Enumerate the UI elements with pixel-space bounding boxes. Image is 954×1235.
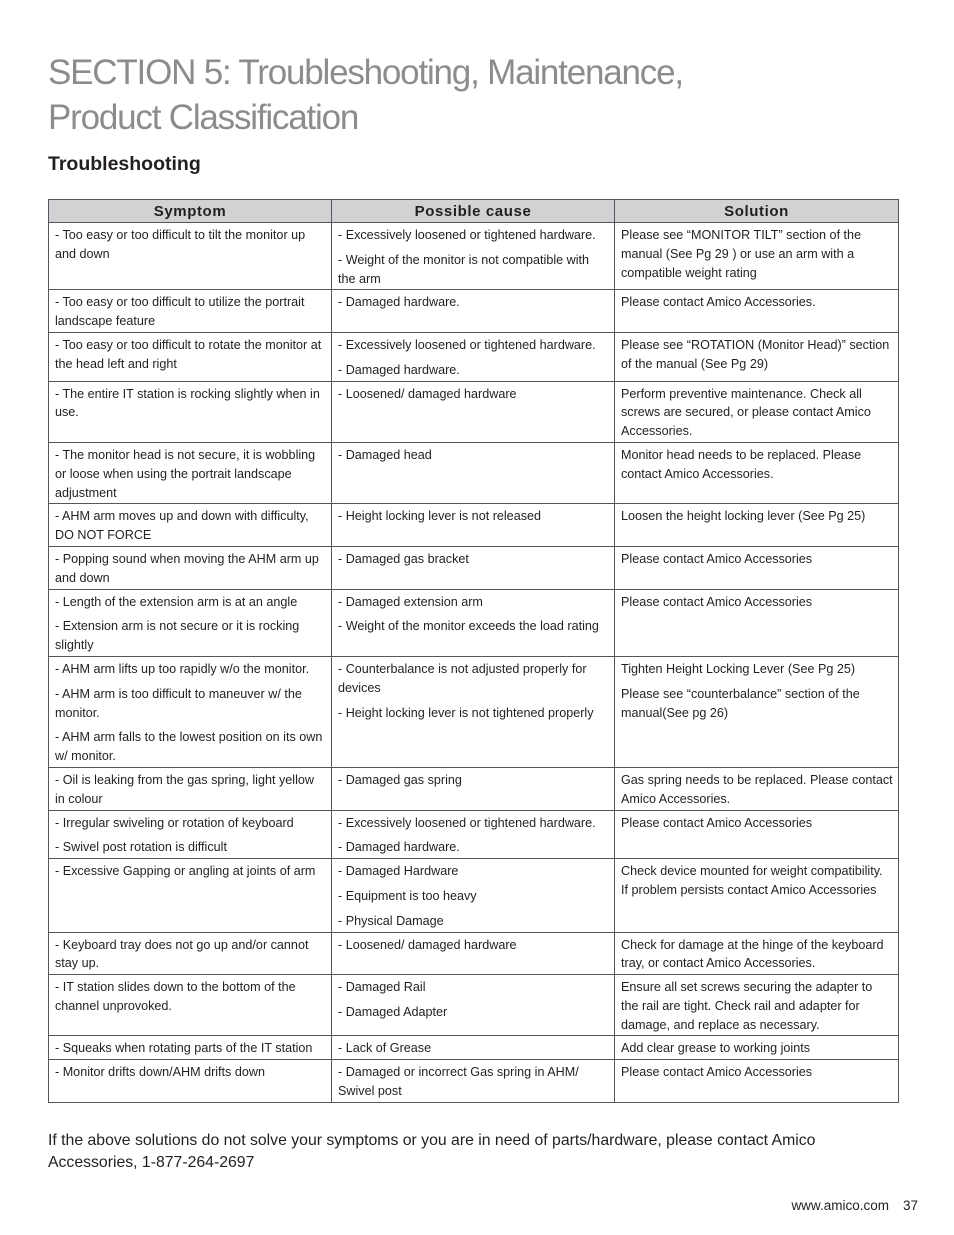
section-title [48,50,908,140]
symptom-cell-text: - The entire IT station is rocking slightly when in use. [55,386,320,420]
symptom-cell [49,932,332,975]
table-row [49,810,899,859]
solution-cell [615,332,899,381]
table-row [49,1036,899,1060]
table-row [49,589,899,656]
symptom-cell [49,381,332,442]
cause-cell [332,290,615,333]
table-body [49,223,899,1103]
cause-cell [332,859,615,932]
troubleshooting-heading: Troubleshooting [48,153,201,175]
section-title-line-1: SECTION 5: Troubleshooting, Maintenance, [48,53,683,92]
table-row [49,223,899,290]
table-row [49,1060,899,1103]
symptom-cell [49,1060,332,1103]
solution-cell [615,932,899,975]
symptom-cell [49,767,332,810]
symptom-cell [49,290,332,333]
header-symptom: Symptom [49,200,332,223]
solution-cell [615,546,899,589]
table-row [49,859,899,932]
cause-cell-text: - Excessively loosened or tightened hardware. [338,337,596,352]
solution-cell-text: Please contact Amico Accessories [621,1065,813,1080]
symptom-cell-text: - Swivel post rotation is difficult [55,840,227,855]
symptom-cell [49,810,332,859]
solution-cell [615,656,899,767]
table-row [49,767,899,810]
header-solution: Solution [615,200,899,223]
table-row [49,381,899,442]
cause-cell-text: - Damaged extension arm [338,594,483,609]
cause-cell-text: - Damaged hardware. [338,295,460,310]
solution-cell-text: Tighten Height Locking Lever (See Pg 25) [621,661,856,676]
solution-cell-text: Please see “ROTATION (Monitor Head)” section of the manual (See Pg 29) [621,337,890,371]
solution-cell-text: Please contact Amico Accessories. [621,295,816,310]
solution-cell [615,223,899,290]
section-title-line-2: Product Classification [48,98,359,137]
cause-cell-text: - Counterbalance is not adjusted properly for devices [338,661,587,695]
symptom-cell [49,504,332,547]
table-row [49,546,899,589]
symptom-cell-text: - Excessive Gapping or angling at joints of arm [55,864,316,879]
solution-cell-text: Perform preventive maintenance. Check all screws are secured, or please contact Amico Accessories. [621,386,871,439]
cause-cell-text: - Excessively loosened or tightened hardware. [338,815,596,830]
solution-cell [615,381,899,442]
symptom-cell [49,589,332,656]
cause-cell-text: - Height locking lever is not released [338,509,542,524]
cause-cell-text: - Damaged or incorrect Gas spring in AHM/ Swivel post [338,1065,579,1099]
cause-cell [332,656,615,767]
cause-cell-text: - Weight of the monitor exceeds the load rating [338,619,599,634]
cause-cell [332,223,615,290]
symptom-cell-text: - Oil is leaking from the gas spring, light yellow in colour [55,772,314,806]
solution-cell [615,589,899,656]
cause-cell-text: - Damaged Hardware [338,864,459,879]
symptom-cell-text: - Extension arm is not secure or it is rocking slightly [55,619,300,653]
troubleshooting-table [48,199,899,1103]
cause-cell-text: - Equipment is too heavy [338,888,477,903]
solution-cell-text: Please contact Amico Accessories [621,551,813,566]
symptom-cell [49,223,332,290]
solution-cell [615,859,899,932]
symptom-cell-text: - Length of the extension arm is at an angle [55,594,298,609]
symptom-cell-text: - Monitor drifts down/AHM drifts down [55,1065,265,1080]
solution-cell [615,1060,899,1103]
symptom-cell-text: - AHM arm is too difficult to maneuver w/ the monitor. [55,686,302,720]
header-possible-cause: Possible cause [332,200,615,223]
table-row [49,332,899,381]
page-footer [791,1198,918,1213]
cause-cell-text: - Damaged head [338,447,432,462]
solution-cell [615,504,899,547]
symptom-cell-text: - Too easy or too difficult to rotate the monitor at the head left and right [55,337,322,371]
solution-cell [615,1036,899,1060]
solution-cell [615,975,899,1036]
cause-cell [332,381,615,442]
symptom-cell-text: - Popping sound when moving the AHM arm up and down [55,551,319,585]
symptom-cell-text: - AHM arm lifts up too rapidly w/o the monitor. [55,661,310,676]
solution-cell-text: Please see “MONITOR TILT” section of the manual (See Pg 29 ) or use an arm with a compatible weight rating [621,228,862,280]
cause-cell-text: - Damaged Adapter [338,1004,448,1019]
symptom-cell-text: - Squeaks when rotating parts of the IT station [55,1041,313,1056]
symptom-cell-text: - Too easy or too difficult to utilize the portrait landscape feature [55,295,305,329]
symptom-cell [49,975,332,1036]
cause-cell-text: - Damaged Rail [338,980,426,995]
solution-cell-text: Gas spring needs to be replaced. Please contact Amico Accessories. [621,772,893,806]
table-header-row [49,200,899,223]
cause-cell-text: - Damaged hardware. [338,362,460,377]
solution-cell-text: Please contact Amico Accessories [621,815,813,830]
cause-cell [332,504,615,547]
cause-cell [332,810,615,859]
cause-cell-text: - Excessively loosened or tightened hardware. [338,228,596,242]
solution-cell-text: Add clear grease to working joints [621,1041,811,1056]
solution-cell [615,810,899,859]
table-row [49,442,899,503]
symptom-cell-text: - AHM arm moves up and down with difficulty, DO NOT FORCE [55,509,309,543]
cause-cell-text: - Weight of the monitor is not compatible with the arm [338,252,590,286]
cause-cell-text: - Damaged gas bracket [338,551,469,566]
cause-cell [332,546,615,589]
cause-cell [332,442,615,503]
cause-cell [332,589,615,656]
solution-cell [615,442,899,503]
page-number: 37 [902,1198,918,1213]
cause-cell [332,1036,615,1060]
solution-cell-text: Loosen the height locking lever (See Pg 25) [621,509,866,524]
symptom-cell [49,656,332,767]
cause-cell-text: - Physical Damage [338,913,444,928]
cause-cell [332,332,615,381]
symptom-cell [49,1036,332,1060]
solution-cell-text: Please see “counterbalance” section of the manual(See pg 26) [621,686,860,720]
solution-cell-text: Check device mounted for weight compatibility. If problem persists contact Amico Accessories [621,864,883,897]
cause-cell [332,932,615,975]
symptom-cell-text: - Keyboard tray does not go up and/or cannot stay up. [55,937,309,971]
symptom-cell-text: - AHM arm falls to the lowest position on its own w/ monitor. [55,730,323,764]
symptom-cell [49,442,332,503]
symptom-cell-text: - Irregular swiveling or rotation of keyboard [55,815,294,830]
table-row [49,975,899,1036]
solution-cell [615,767,899,810]
symptom-cell [49,332,332,381]
table-row [49,932,899,975]
solution-cell-text: Ensure all set screws securing the adapter to the rail are tight. Check rail and adapter for damage, and replace as necessary. [621,980,873,1032]
symptom-cell [49,859,332,932]
symptom-cell-text: - The monitor head is not secure, it is wobbling or loose when using the portrait landscape adjustment [55,447,316,500]
solution-cell-text: Please contact Amico Accessories [621,594,813,609]
cause-cell-text: - Loosened/ damaged hardware [338,386,517,401]
cause-cell-text: - Damaged hardware. [338,840,460,855]
cause-cell [332,767,615,810]
cause-cell-text: - Lack of Grease [338,1041,432,1056]
cause-cell [332,1060,615,1103]
cause-cell [332,975,615,1036]
cause-cell-text: - Damaged gas spring [338,772,462,787]
table-row [49,290,899,333]
solution-cell-text: Monitor head needs to be replaced. Please contact Amico Accessories. [621,447,862,481]
symptom-cell-text: - Too easy or too difficult to tilt the monitor up and down [55,228,306,261]
website-url: www.amico.com [791,1198,889,1213]
symptom-cell-text: - IT station slides down to the bottom of the channel unprovoked. [55,980,296,1013]
solution-cell [615,290,899,333]
cause-cell-text: - Height locking lever is not tightened properly [338,705,594,720]
solution-cell-text: Check for damage at the hinge of the keyboard tray, or contact Amico Accessories. [621,937,884,971]
table-row [49,504,899,547]
cause-cell-text: - Loosened/ damaged hardware [338,937,517,952]
table-row [49,656,899,767]
symptom-cell [49,546,332,589]
contact-note: If the above solutions do not solve your symptoms or you are in need of parts/hardware, please contact Amico Accessories, 1-877-264-2697 [48,1132,816,1171]
